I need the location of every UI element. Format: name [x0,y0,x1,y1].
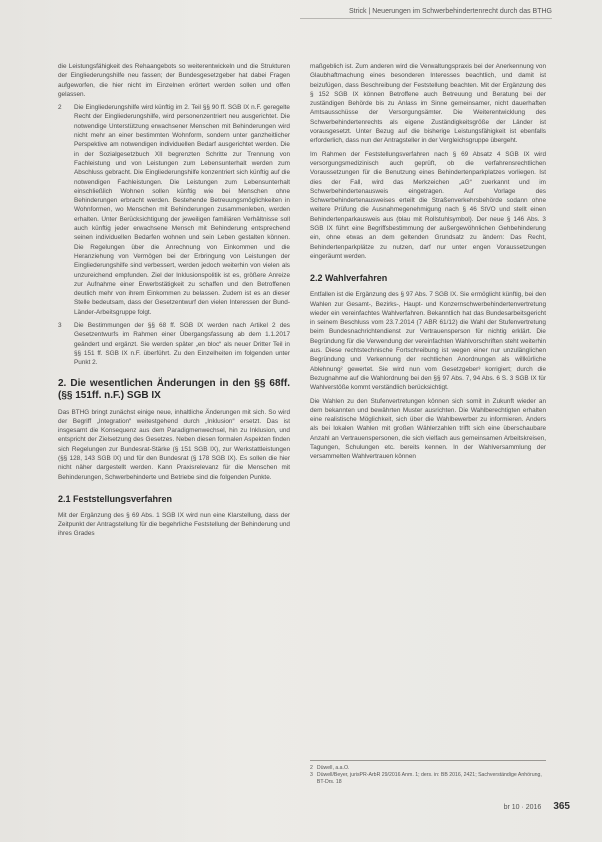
running-header: Strick | Neuerungen im Schwerbehindertenrecht durch das BTHG [300,8,552,19]
item-text: Die Eingliederungshilfe wird künftig im 2. Teil §§ 90 ff. SGB IX n.F. geregelte Recht der Eingliederungshilfe, wird personenzentriert neu ausgerichtet. Die notwendige Unterstützung erwachsener Menschen mit Behinderungen wird nicht mehr an einer bestimmten Wohnform, sondern unter ganzheitlicher Perspektive am notwendigen individuellen Bedarf ausgerichtet werden. Die in der Sozialgesetzbuch XII begrenzten Schritte zur Trennung von Fachleistung und von Leistungen zum Lebensunterhalt werden zum Abschluss gebracht. Die Eingliederungshilfe konzentriert sich künftig auf die notwendigen Fachleistungen. Die Leistungen zum Lebensunterhalt einschließlich Wohnen sollen künftig wie bei Menschen ohne Behinderungen erbracht werden. Bestehende Betreuungsmöglichkeiten in Wohnformen, wo Menschen mit Behinderungen zusammenleben, werden erhalten. Unter Berücksichtigung der jeweiligen familiären Verhältnisse soll auch künftig jeder erwachsene Mensch mit Behinderung entsprechend seinen individuellen Bedarfen wohnen und sein Leben gestalten können. Die Regelungen über die Anrechnung von Einkommen und die Heranziehung von Vermögen bei der Erbringung von Leistungen der Eingliederungshilfe sind verbessert, werden jedoch weiterhin von vielen als unzureichend empfunden. Ziel der Inklusionspolitik ist es, größere Anreize zur Aufnahme einer Erwerbstätigkeit zu schaffen und den Betroffenen deutlich mehr von ihrem Einkommen zu belassen. Zudem ist es an dieser Stelle bedeutsam, dass der Gesetzentwurf den vielen Interessen der Bund-Länder-Arbeitsgruppe folgt. [74,104,290,316]
item-text: Die Bestimmungen der §§ 68 ff. SGB IX werden nach Artikel 2 des Gesetzentwurfs im Rahmen einer Übergangsfassung ab dem 1.1.2017 geändert und ergänzt. Sie werden später „en bloc“ als neuer Dritter Teil in §§ 151 ff. SGB IX n.F. überführt. Zu den Einzelheiten im folgenden unter Punkt 2. [74,322,290,367]
footnote-text: Düwell, a.a.O. [316,765,350,771]
paragraph: Im Rahmen der Feststellungsverfahren nach § 69 Absatz 4 SGB IX wird versorgungsmedizinisch auch geprüft, ob die verfahrensrechtlichen Voraussetzungen für die Benutzung eines Behindertenparkplatzes vorliegen. Ist dies der Fall, wird das Merkzeichen „aG“ zuerkannt und im Schwerbehindertenausweis eingetragen. Auf Vorlage des Schwerbehindertenausweises erteilt die Straßenverkehrsbehörde sodann ohne weitere Prüfung die Ausnahmegenehmigung nach § 46 StVO und stellt einen Behindertenparkausweis aus (blau mit Rollstuhlsymbol). Der neue § 146 Abs. 3 SGB IX führt eine Begriffsbestimmung der außergewöhnlichen Gehbehinderung ein, ohne etwas an dem geltenden Grundsatz zu ändern: Das Recht, Behindertenparkplätze zu nutzen, darf nur unter engen Voraussetzungen eingeräumt werden. [310,150,546,260]
footnote [310,772,546,786]
footnote-number: 2 [310,765,313,771]
footnote-number: 3 [310,772,313,778]
item-number: 2 [58,104,62,112]
intro-paragraph: die Leistungsfähigkeit des Rehaangebots so weiterentwickeln und die Strukturen der Eingliederungshilfe neu fassen; der Bundesgesetzgeber hat dabei Fragen aufgeworfen, die hier nicht im Einzelnen erörtert werden sollen und offen gelassen. [58,63,290,98]
right-column [310,62,546,466]
subsection-heading: 2.2 Wahlverfahren [310,273,388,284]
left-column [58,62,290,543]
paragraph: Die Wahlen zu den Stufenvertretungen können sich somit in Zukunft wieder an dem bekannten und bewährten Muster ausrichten. Die Wahlberechtigten erhalten eine realistische Möglichkeit, sich über die Wahlbewerber zu informieren. Anders als bei lokalen Wahlen mit großen Wählerzahlen trifft sich eine überschaubare Anzahl an Vertrauenspersonen, die sich vielfach aus gemeinsamen Arbeitskreisen, Tagungen, Schulungen etc. bereits kennen. In der Wahlversammlung der versammelten Wahlvertrauen können [310,397,546,461]
footnote [310,765,546,772]
item-number: 3 [58,322,62,330]
footnotes [310,760,546,786]
journal-issue: br 10 · 2016 [503,804,542,811]
section-paragraph: Das BTHG bringt zunächst einige neue, inhaltliche Änderungen mit sich. So wird der Begriff „Integration“ weitestgehend durch „Inklusion“ ersetzt. Das ist insgesamt die Konsequenz aus dem Paradigmenwechsel, hin zu Inklusion, und entspricht der Zielsetzung des Gesetzes. Neben diesen formalen Aspekten finden sich Regelungen zur Bundesrat-Stärke (§ 151 SGB IX), zur Werkstattleistungen (§§ 128, 143 SGB IX) und für den Bundesrat (§ 178 SGB IX). Es sollen die hier nicht näher dargestellt werden. Kann Praxisrelevanz für die Menschen mit Behinderungen, Schwerbehinderte und Betriebe sind die folgenden Punkte. [58,408,290,481]
subsection-paragraph: Mit der Ergänzung des § 69 Abs. 1 SGB IX wird nun eine Klarstellung, dass der Zeitpunkt der Antragstellung für die begehrliche Feststellung der Behinderung und ihres Grades [58,511,290,538]
paragraph: maßgeblich ist. Zum anderen wird die Verwaltungspraxis bei der Anerkennung von Glaubhaftmachung eines besonderen Interesses beachtlich, und damit ist beizufügen, dass Beschreibung der Feststellung beachten. Mit der Ergänzung des § 152 SGB IX können Betroffene auch Betreuung und Beratung bei der zuständigen Behörde bis zu Anlass im Sinne gemeinsamer, nicht dauerhaften Amtsausschüsse der Versorgungsämter. Die Weiterentwicklung des Schwerbehindertenrechts als eigene Zuständigkeitsgröße der Länder ist vorausgesetzt. Unter Bezug auf die bisherige Leistungsfähigkeit ist ebenfalls erforderlich, dass nun der Antragsteller in der Vergleichsgruppe übergeht. [310,63,546,145]
footnote-text: Düwell/Beyer, jurisPR-ArbR 29/2016 Anm. 1; ders. in: BB 2016, 2421; Sachverständige Anhörung, BT-Drs. 18 [316,772,542,785]
list-item [58,321,290,367]
paragraph: Entfallen ist die Ergänzung des § 97 Abs. 7 SGB IX. Sie ermöglicht künftig, bei den Wahlen zur Gesamt-, Bezirks-, Haupt- und Konzernschwerbehindertenvertretung wieder ein vereinfachtes Wahlverfahren. Bekanntlich hat das Bundesarbeitsgericht in seinem Beschluss vom 23.7.2014 (7 ABR 61/12) die Wahl der Stufenvertretung beim Bundesnachrichtendienst zur Vertrauensperson für nichtig erklärt. Die Begründung für die Verwendung der vereinfachten Wahlvorschriften steht weiterhin aus. Diese rechtstechnische Fortschreibung ist wegen einer nur unzulänglichen Begründung und Verkennung der rechtlichen Anordnungen als willkürliche Ablehnung² gewertet. Sie wird nun vom Gesetzgeber³ korrigiert; durch die Bezugnahme auf die Wahlordnung bei den §§ 97 Abs. 7, 94 Abs. 6 S. 3 SGB IX für Wahlverstöße kommt verständlich berücksichtigt. [310,291,546,392]
page-number: 365 [553,801,570,812]
subsection-heading: 2.1 Feststellungsverfahren [58,493,173,504]
list-item [58,103,290,317]
section-heading: 2. Die wesentlichen Änderungen in den §§ 68ff. (§§ 151ff. n.F.) SGB IX [58,377,290,401]
page-footer [504,801,570,812]
